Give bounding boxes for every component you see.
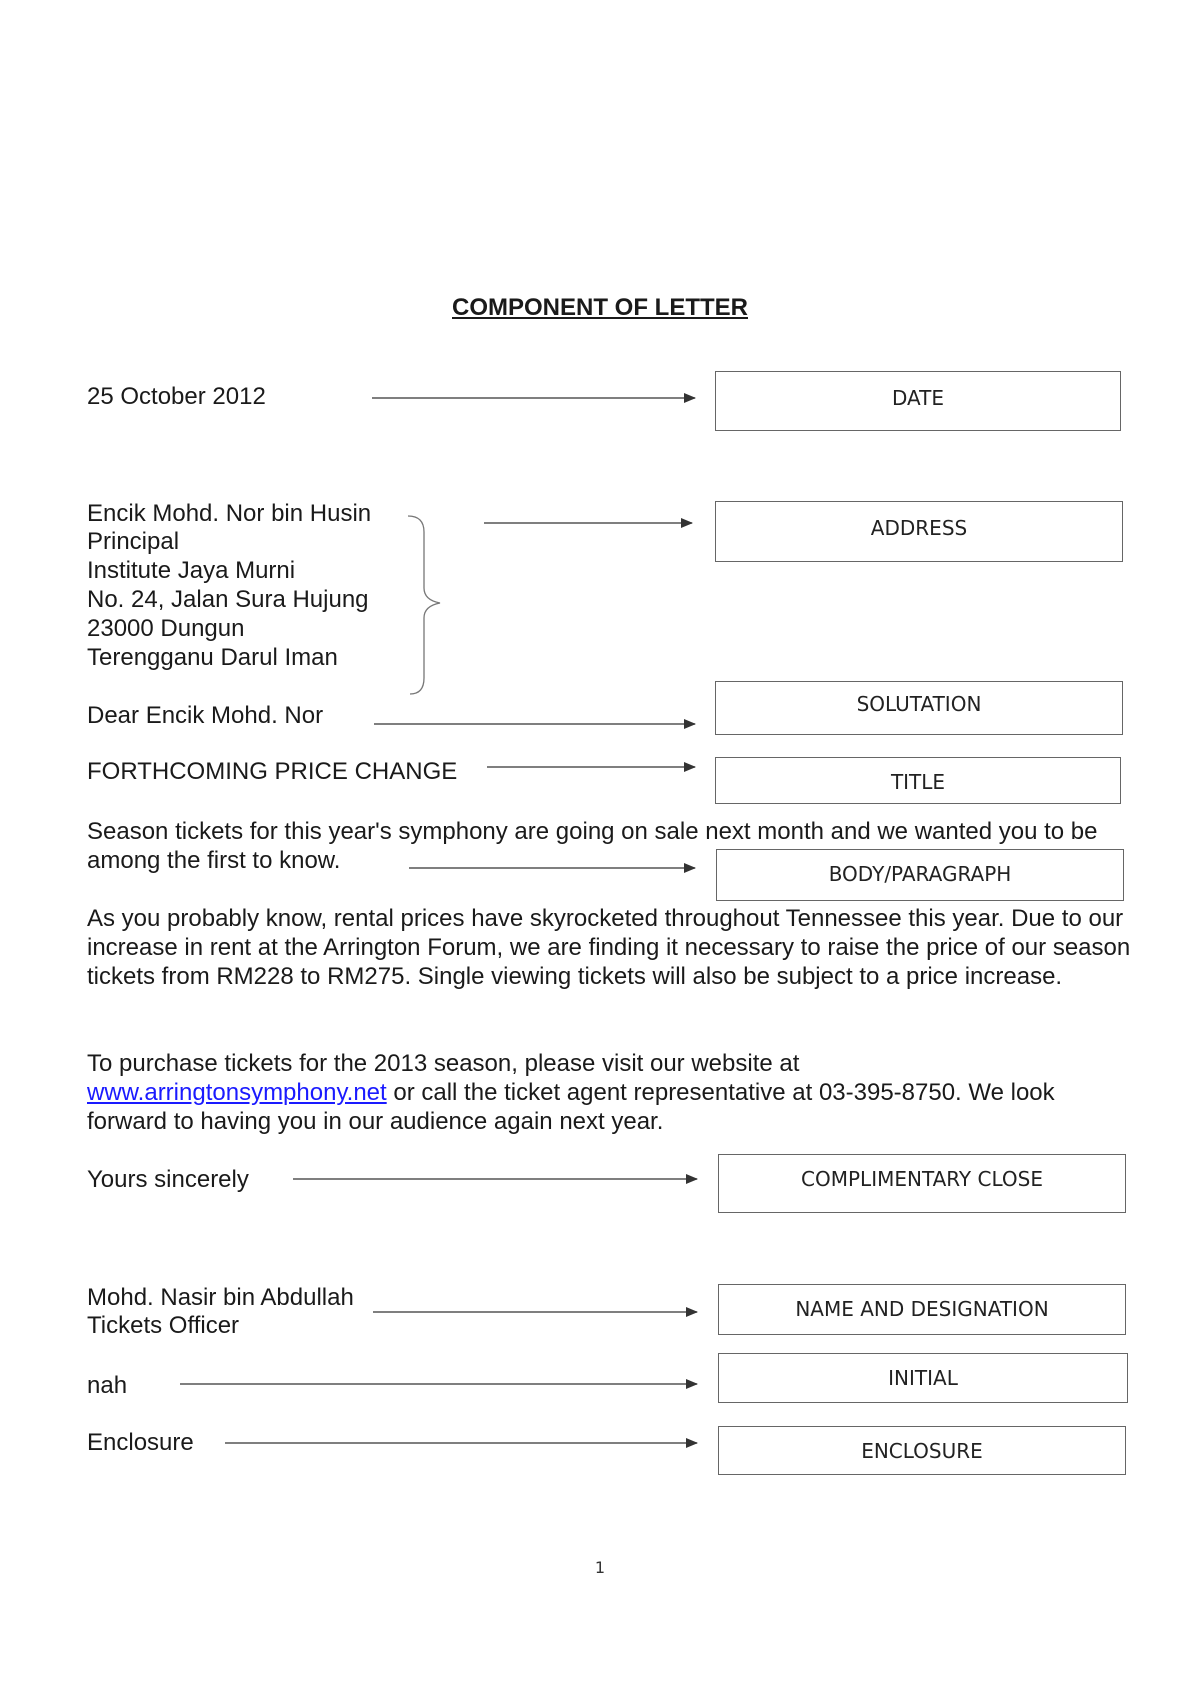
address-line-4: No. 24, Jalan Sura Hujung xyxy=(87,586,369,613)
address-line-1: Encik Mohd. Nor bin Husin xyxy=(87,500,372,527)
label-close-text: COMPLIMENTARY CLOSE xyxy=(801,1167,1043,1191)
body-paragraph-2: As you probably know, rental prices have skyrocketed throughout Tennessee this year. Due to our increase in rent at the Arrington Forum, we are finding it necessary to raise the price of our season tickets from RM228 to RM275. Single viewing tickets will also be subject to a price increase. xyxy=(87,905,1131,990)
enclosure-text: Enclosure xyxy=(87,1429,194,1456)
paragraph-3-rest: or call the ticket agent representative at 03-395-8750. We look forward to having you in our audience again next year. xyxy=(87,1079,1055,1135)
label-date-box xyxy=(715,371,1121,431)
label-enclosure-box xyxy=(718,1426,1126,1475)
label-body-text: BODY/PARAGRAPH xyxy=(828,862,1012,886)
label-initial-text: INITIAL xyxy=(888,1366,958,1390)
address-line-6: Terengganu Darul Iman xyxy=(87,644,338,671)
label-address-text: ADDRESS xyxy=(870,516,968,540)
page-number: 1 xyxy=(594,1558,606,1577)
body-paragraph-1: Season tickets for this year's symphony are going on sale next month and we wanted you to be among the first to know. xyxy=(87,818,1098,874)
address-line-2: Principal xyxy=(87,528,180,555)
label-salutation-box xyxy=(715,681,1123,735)
reference-initials: nah xyxy=(87,1372,128,1399)
signatory-designation: Tickets Officer xyxy=(87,1312,240,1339)
subject-line: FORTHCOMING PRICE CHANGE xyxy=(87,758,458,785)
label-initial-box xyxy=(718,1353,1128,1403)
label-salutation-text: SOLUTATION xyxy=(856,692,982,716)
label-title-text: TITLE xyxy=(890,770,946,794)
label-date-text: DATE xyxy=(891,386,945,410)
salutation: Dear Encik Mohd. Nor xyxy=(87,702,324,729)
complimentary-close: Yours sincerely xyxy=(87,1166,249,1193)
label-address-box xyxy=(715,501,1123,562)
label-enclosure-text: ENCLOSURE xyxy=(861,1439,983,1463)
address-brace xyxy=(408,516,440,694)
paragraph-3-intro: To purchase tickets for the 2013 season, please visit our website at xyxy=(87,1050,800,1077)
page-title: COMPONENT OF LETTER xyxy=(452,294,748,321)
letter-date: 25 October 2012 xyxy=(87,383,266,410)
signatory-name: Mohd. Nasir bin Abdullah xyxy=(87,1284,354,1311)
address-line-5: 23000 Dungun xyxy=(87,615,245,642)
label-name-box xyxy=(718,1284,1126,1335)
label-body-box xyxy=(716,849,1124,901)
label-name-text: NAME AND DESIGNATION xyxy=(795,1297,1049,1321)
body-paragraph-3 xyxy=(87,1049,1132,1136)
address-line-3: Institute Jaya Murni xyxy=(87,557,296,584)
label-title-box xyxy=(715,757,1121,804)
label-close-box xyxy=(718,1154,1126,1213)
website-link[interactable]: www.arringtonsymphony.net xyxy=(87,1079,387,1106)
